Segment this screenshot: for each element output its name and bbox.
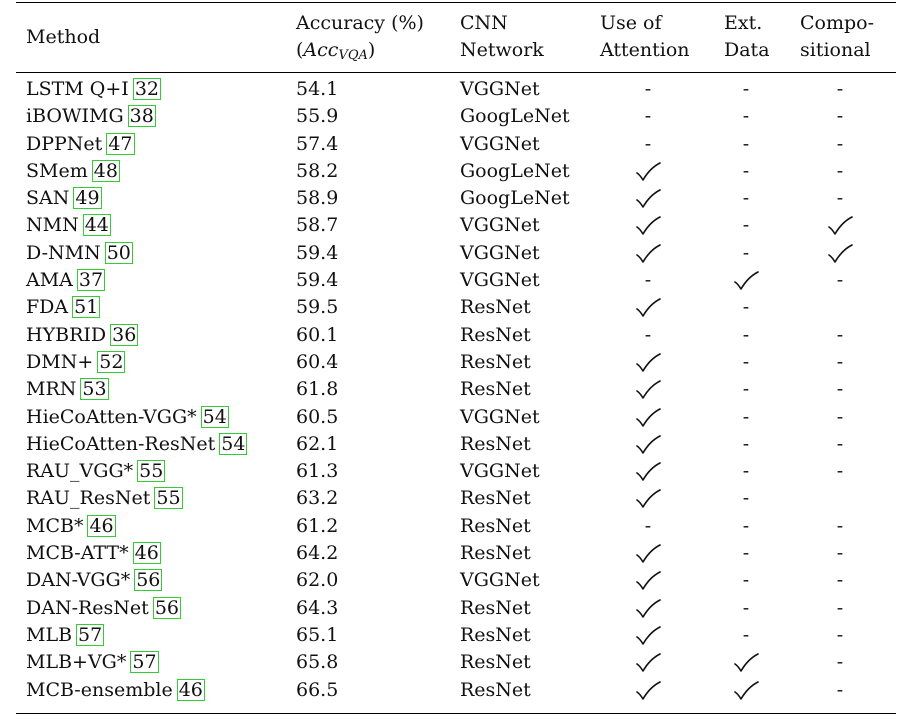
table-row <box>0 240 897 267</box>
accuracy-value: 54.1 <box>296 78 339 100</box>
method-cell <box>26 103 156 130</box>
method-cell <box>26 131 135 158</box>
header-method: Method <box>26 26 101 48</box>
cnn-network-value: ResNet <box>460 623 531 646</box>
ext-data-value: - <box>742 350 750 373</box>
table-row <box>0 322 897 349</box>
cnn-network-value: ResNet <box>460 323 531 346</box>
method-name: MLB <box>26 623 73 646</box>
cnn-network-value: ResNet <box>460 487 531 510</box>
method-name: D-NMN <box>26 241 101 264</box>
method-cell <box>26 567 162 594</box>
cnn-network-value: ResNet <box>460 514 531 537</box>
ext-data-value: - <box>742 241 750 264</box>
table-row <box>0 458 897 485</box>
cnn-network-value: GoogLeNet <box>460 105 570 128</box>
method-name: DAN-VGG* <box>26 569 131 592</box>
accuracy-value: 58.9 <box>296 187 339 210</box>
citation-link[interactable]: 36 <box>112 323 137 346</box>
citation-link[interactable]: 53 <box>82 378 107 401</box>
method-name: MCB-ATT* <box>26 542 129 565</box>
method-name: HieCoAtten-ResNet <box>26 432 216 455</box>
citation-link[interactable]: 54 <box>202 405 227 428</box>
compositional-value: - <box>836 651 844 674</box>
method-name: MLB+VG* <box>26 651 127 674</box>
method-cell <box>26 212 111 239</box>
method-cell <box>26 513 116 540</box>
accuracy-value: 58.7 <box>296 214 339 237</box>
method-name: DPPNet <box>26 132 103 155</box>
method-cell <box>26 677 205 704</box>
ext-data-value: - <box>742 378 750 401</box>
ext-data-value: - <box>742 596 750 619</box>
cnn-network-value: ResNet <box>460 678 531 701</box>
method-cell <box>26 649 159 676</box>
citation-link[interactable]: 54 <box>221 432 246 455</box>
compositional-value: - <box>836 132 844 155</box>
cnn-network-value: ResNet <box>460 350 531 373</box>
table-row <box>0 567 897 594</box>
table-row <box>0 294 897 321</box>
method-cell <box>26 240 133 267</box>
compositional-value: - <box>836 105 844 128</box>
ext-data-value: - <box>742 323 750 346</box>
attention-value: - <box>644 514 652 537</box>
cnn-network-value: VGGNet <box>460 569 540 592</box>
citation-link[interactable]: 37 <box>78 269 104 292</box>
table-row <box>0 185 897 212</box>
attention-value: - <box>644 132 652 155</box>
table-row <box>0 349 897 376</box>
method-cell <box>26 595 181 622</box>
compositional-value: - <box>836 514 844 537</box>
citation-link[interactable]: 55 <box>139 460 164 483</box>
method-cell <box>26 349 125 376</box>
cnn-network-value: GoogLeNet <box>460 187 570 210</box>
method-cell <box>26 76 161 103</box>
accuracy-value: 60.4 <box>296 350 339 373</box>
accuracy-value: 64.3 <box>296 596 339 619</box>
ext-data-value: - <box>742 296 750 319</box>
compositional-value: - <box>836 623 844 646</box>
header-attention-line1: Use of <box>600 12 662 34</box>
accuracy-value: 65.1 <box>296 623 339 646</box>
compositional-value: - <box>836 678 844 701</box>
method-name: iBOWIMG <box>26 105 124 128</box>
ext-data-value: - <box>742 487 750 510</box>
cnn-network-value: ResNet <box>460 296 531 319</box>
citation-link[interactable]: 48 <box>93 159 118 182</box>
header-comp-line1: Compo- <box>800 12 875 34</box>
ext-data-value: - <box>742 623 750 646</box>
cnn-network-value: ResNet <box>460 542 531 565</box>
ext-data-value: - <box>742 159 750 182</box>
method-name: HieCoAtten-VGG* <box>26 405 197 428</box>
accuracy-value: 61.2 <box>296 514 339 537</box>
compositional-value: - <box>836 269 844 292</box>
accuracy-value: 55.9 <box>296 105 339 128</box>
accuracy-value: 66.5 <box>296 678 339 701</box>
header-accuracy-var <box>303 39 367 61</box>
method-name: NMN <box>26 214 79 237</box>
table-row <box>0 131 897 158</box>
method-name: DAN-ResNet <box>26 596 149 619</box>
ext-data-value: - <box>742 569 750 592</box>
method-name: HYBRID <box>26 323 107 346</box>
method-cell <box>26 267 105 294</box>
cnn-network-value: ResNet <box>460 378 531 401</box>
method-name: LSTM Q+I <box>26 78 129 100</box>
citation-link[interactable]: 49 <box>75 187 100 210</box>
ext-data-value: - <box>742 214 750 237</box>
compositional-value: - <box>836 323 844 346</box>
top-rule <box>16 2 896 3</box>
attention-value: - <box>644 78 652 100</box>
table-row <box>0 677 897 704</box>
method-name: MRN <box>26 378 77 401</box>
accuracy-value: 58.2 <box>296 159 339 182</box>
cnn-network-value: GoogLeNet <box>460 159 570 182</box>
citation-link[interactable]: 55 <box>156 487 181 510</box>
compositional-value: - <box>836 569 844 592</box>
method-cell <box>26 458 165 485</box>
header-accuracy-sub: VQA <box>338 48 368 63</box>
header-ext-line1: Ext. <box>724 12 763 34</box>
compositional-value: - <box>836 460 844 483</box>
header-attention-line2: Attention <box>600 39 690 61</box>
citation-link[interactable]: 56 <box>154 596 179 619</box>
table-row <box>0 103 897 130</box>
accuracy-value: 60.1 <box>296 323 339 346</box>
cnn-network-value: VGGNet <box>460 214 540 237</box>
table-row <box>0 431 897 458</box>
table-row <box>0 540 897 567</box>
accuracy-value: 61.3 <box>296 460 339 483</box>
compositional-value: - <box>836 432 844 455</box>
ext-data-value: - <box>742 542 750 565</box>
header-accuracy-open: ( <box>296 39 304 61</box>
accuracy-value: 59.5 <box>296 296 339 319</box>
citation-link[interactable]: 44 <box>84 214 109 237</box>
cnn-network-value: ResNet <box>460 651 531 674</box>
accuracy-value: 65.8 <box>296 651 339 674</box>
table-row <box>0 212 897 239</box>
method-cell <box>26 294 100 321</box>
accuracy-value: 62.1 <box>296 432 339 455</box>
citation-link[interactable]: 47 <box>108 132 133 155</box>
ext-data-value: - <box>742 78 750 100</box>
header-cnn-line2: Network <box>460 39 544 61</box>
ext-data-value: - <box>742 132 750 155</box>
citation-link[interactable]: 52 <box>99 350 124 373</box>
citation-link[interactable]: 51 <box>74 296 99 319</box>
method-cell <box>26 158 120 185</box>
accuracy-value: 57.4 <box>296 132 339 155</box>
header-accuracy-line1: Accuracy (%) <box>296 12 424 34</box>
method-cell <box>26 376 109 403</box>
attention-value: - <box>644 105 652 128</box>
method-cell <box>26 404 229 431</box>
ext-data-value: - <box>742 460 750 483</box>
ext-data-value: - <box>742 187 750 210</box>
compositional-value: - <box>836 542 844 565</box>
accuracy-value: 59.4 <box>296 241 339 264</box>
citation-link[interactable]: 38 <box>129 105 154 128</box>
table-row <box>0 376 897 403</box>
table-row <box>0 622 897 649</box>
header-rule <box>16 72 896 73</box>
citation-link[interactable]: 46 <box>134 542 159 565</box>
table-row <box>0 595 897 622</box>
cnn-network-value: VGGNet <box>460 405 540 428</box>
table-row <box>0 158 897 185</box>
method-name: MCB-ensemble <box>26 678 173 701</box>
citation-link[interactable]: 46 <box>178 678 203 701</box>
ext-data-value: - <box>742 405 750 428</box>
citation-link[interactable]: 50 <box>106 241 131 264</box>
method-cell <box>26 185 102 212</box>
table-row <box>0 76 897 103</box>
header-accuracy-line2 <box>296 37 375 69</box>
citation-link[interactable]: 57 <box>78 623 103 646</box>
attention-value: - <box>644 269 652 292</box>
table-row <box>0 485 897 512</box>
compositional-value: - <box>836 378 844 401</box>
accuracy-value: 61.8 <box>296 378 339 401</box>
compositional-value: - <box>836 596 844 619</box>
method-name: RAU_ResNet <box>26 487 151 510</box>
compositional-value: - <box>836 159 844 182</box>
accuracy-value: 60.5 <box>296 405 339 428</box>
cnn-network-value: VGGNet <box>460 460 540 483</box>
method-cell <box>26 540 161 567</box>
compositional-value: - <box>836 405 844 428</box>
cnn-network-value: ResNet <box>460 432 531 455</box>
bottom-rule <box>16 713 896 714</box>
attention-value: - <box>644 323 652 346</box>
compositional-value: - <box>836 350 844 373</box>
compositional-value: - <box>836 78 844 100</box>
ext-data-value: - <box>742 105 750 128</box>
cnn-network-value: VGGNet <box>460 241 540 264</box>
method-name: AMA <box>26 269 73 292</box>
citation-link[interactable]: 32 <box>134 78 159 100</box>
cnn-network-value: VGGNet <box>460 132 540 155</box>
compositional-value: - <box>836 187 844 210</box>
header-cnn-line1: CNN <box>460 12 508 34</box>
method-name: FDA <box>26 296 69 319</box>
table-row <box>0 649 897 676</box>
method-name: SMem <box>26 159 88 182</box>
table-row <box>0 267 897 294</box>
citation-link[interactable]: 56 <box>136 569 161 592</box>
accuracy-value: 63.2 <box>296 487 339 510</box>
accuracy-value: 62.0 <box>296 569 339 592</box>
header-ext-line2: Data <box>724 39 770 61</box>
method-name: SAN <box>26 187 70 210</box>
ext-data-value: - <box>742 514 750 537</box>
accuracy-value: 59.4 <box>296 269 339 292</box>
ext-data-value: - <box>742 432 750 455</box>
citation-link[interactable]: 57 <box>132 651 157 674</box>
cnn-network-value: ResNet <box>460 596 531 619</box>
citation-link[interactable]: 46 <box>89 514 114 537</box>
method-cell <box>26 322 138 349</box>
table-row <box>0 513 897 540</box>
header-comp-line2: sitional <box>800 39 871 61</box>
accuracy-value: 64.2 <box>296 542 339 565</box>
cnn-network-value: VGGNet <box>460 78 540 100</box>
method-name: MCB* <box>26 514 84 537</box>
cnn-network-value: VGGNet <box>460 269 540 292</box>
header-accuracy-var-text: Acc <box>303 39 339 61</box>
table-body <box>0 76 897 704</box>
method-name: RAU_VGG* <box>26 460 134 483</box>
header-accuracy-close: ) <box>367 39 376 61</box>
method-cell <box>26 485 183 512</box>
method-cell <box>26 431 247 458</box>
method-name: DMN+ <box>26 350 94 373</box>
table-row <box>0 404 897 431</box>
method-cell <box>26 622 104 649</box>
